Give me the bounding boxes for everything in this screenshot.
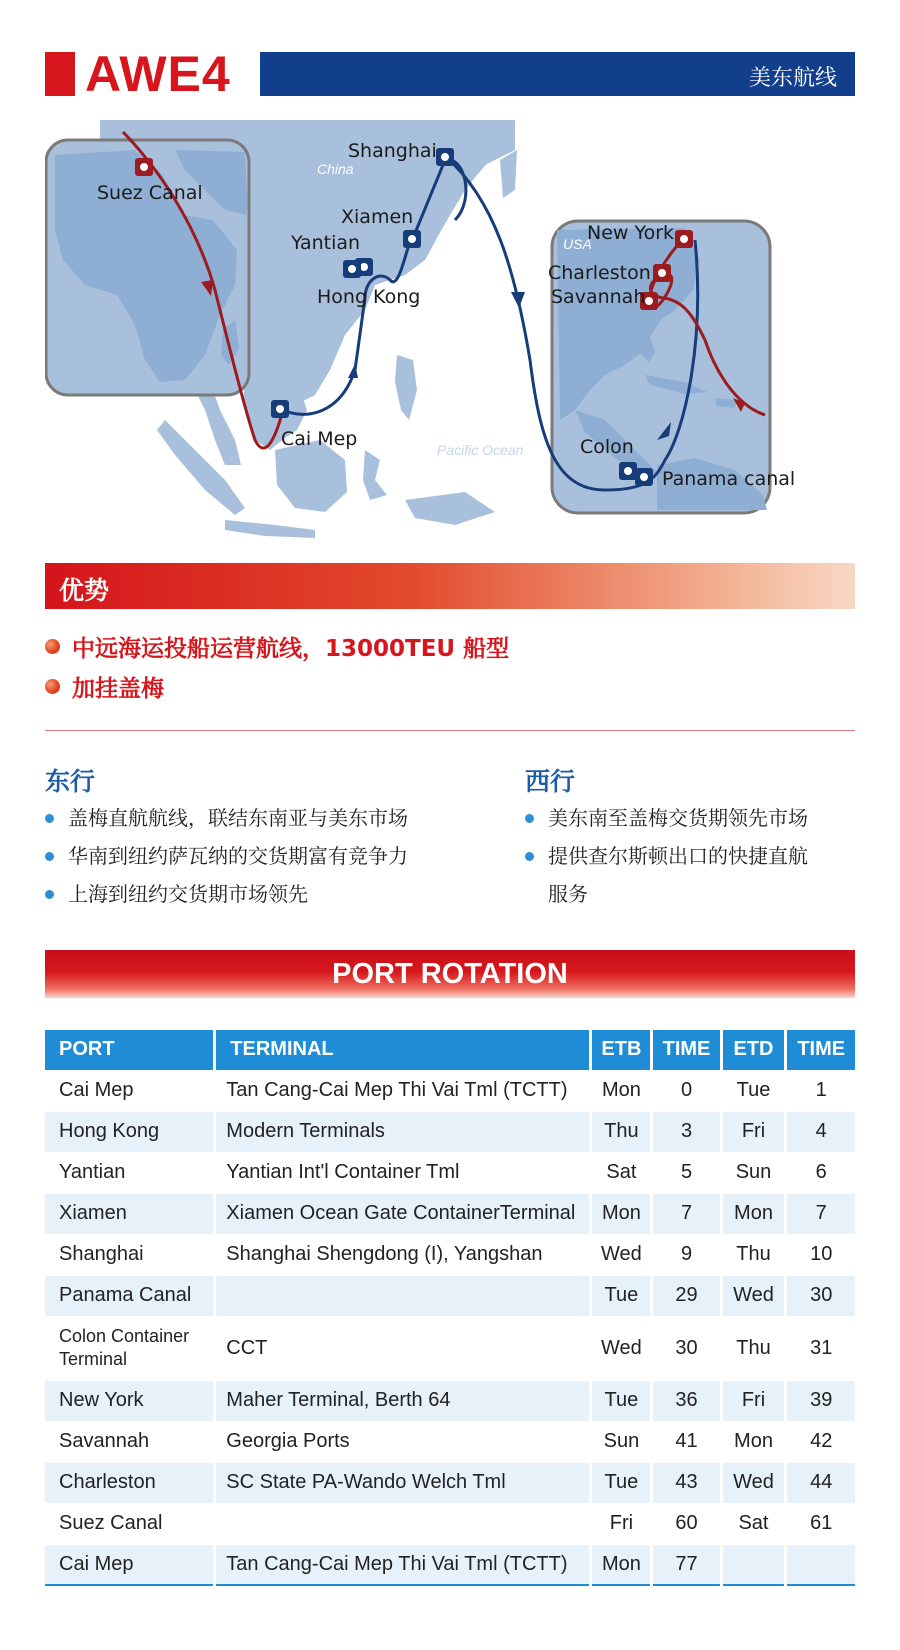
etb-time-cell: 9 [652,1234,721,1275]
etb-time-cell: 41 [652,1421,721,1462]
etb-cell: Mon [591,1193,652,1234]
etd-cell: Wed [721,1462,786,1503]
header-etb: ETB [591,1030,652,1070]
table-row [45,1275,855,1316]
section-divider [45,730,855,731]
etd-time-cell: 39 [786,1380,855,1421]
borneo [275,440,347,512]
terminal-cell: Yantian Int'l Container Tml [215,1152,591,1193]
etb-cell: Fri [591,1503,652,1544]
table-row [45,1111,855,1152]
header-etd-time: TIME [786,1030,855,1070]
map-label-colon: Colon [580,436,634,458]
table-row [45,1462,855,1503]
eastbound-text: 盖梅直航航线，联结东南亚与美东市场 [68,806,408,830]
bullet-dot-icon [525,814,534,823]
port-marker-caimep [271,400,289,418]
terminal-cell: Georgia Ports [215,1421,591,1462]
etd-cell: Fri [721,1111,786,1152]
new-guinea [405,492,495,525]
etd-time-cell: 44 [786,1462,855,1503]
table-row [45,1316,855,1380]
port-rotation-title: PORT ROTATION [332,958,568,990]
advantage-item [45,630,509,663]
etd-cell: Sun [721,1152,786,1193]
advantage-item [45,670,164,703]
philippines [395,355,417,420]
westbound-title: 西行 [525,767,576,796]
port-marker-suez [135,158,153,176]
etb-cell: Sun [591,1421,652,1462]
port-marker-hongkong [343,260,361,278]
port-cell: Panama Canal [45,1275,215,1316]
etb-time-cell: 43 [652,1462,721,1503]
table-row [45,1070,855,1111]
port-cell: Yantian [45,1152,215,1193]
etd-cell: Wed [721,1275,786,1316]
header-red-square [45,52,75,96]
port-marker-panama [635,468,653,486]
service-header [45,46,855,102]
port-cell: Suez Canal [45,1503,215,1544]
bullet-dot-icon [45,679,60,694]
etb-cell: Tue [591,1380,652,1421]
bullet-dot-icon [525,852,534,861]
terminal-cell: CCT [215,1316,591,1380]
terminal-cell: SC State PA-Wando Welch Tml [215,1462,591,1503]
etb-time-cell: 0 [652,1070,721,1111]
arrow-eastbound-2 [511,292,525,308]
route-map [45,120,855,545]
map-label-panama: Panama canal [662,468,796,490]
etd-cell: Thu [721,1316,786,1380]
port-rotation-table [45,1030,855,1586]
westbound-item-continued [548,876,588,912]
etd-cell: Sat [721,1503,786,1544]
eastbound-text: 华南到纽约萨瓦纳的交货期富有竞争力 [68,844,408,868]
map-label-suez: Suez Canal [97,182,203,204]
header-etd: ETD [721,1030,786,1070]
etb-time-cell: 60 [652,1503,721,1544]
terminal-cell: Tan Cang-Cai Mep Thi Vai Tml (TCTT) [215,1544,591,1585]
westbound-item [525,838,808,874]
port-cell: Hong Kong [45,1111,215,1152]
map-label-yantian: Yantian [291,232,361,254]
port-cell: Cai Mep [45,1544,215,1585]
etb-time-cell: 3 [652,1111,721,1152]
etb-time-cell: 36 [652,1380,721,1421]
port-marker-newyork [675,230,693,248]
westbound-text: 服务 [548,882,588,906]
etb-cell: Mon [591,1544,652,1585]
terminal-cell: Maher Terminal, Berth 64 [215,1380,591,1421]
eastbound-text: 上海到纽约交货期市场领先 [68,882,308,906]
eastbound-item [45,800,408,836]
map-label-newyork: New York [587,222,675,244]
etb-cell: Mon [591,1070,652,1111]
etd-time-cell: 31 [786,1316,855,1380]
etd-cell: Mon [721,1421,786,1462]
etd-cell: Mon [721,1193,786,1234]
port-rotation-bar [45,950,855,998]
etd-cell: Fri [721,1380,786,1421]
port-cell: Cai Mep [45,1070,215,1111]
header-terminal: TERMINAL [215,1030,591,1070]
advantage-text: 中远海运投船运营航线，13000TEU 船型 [72,636,510,662]
etb-cell: Tue [591,1462,652,1503]
port-cell: Xiamen [45,1193,215,1234]
bullet-dot-icon [45,814,54,823]
header-port: PORT [45,1030,215,1070]
route-name: 美东航线 [748,66,837,91]
header-etb-time: TIME [652,1030,721,1070]
table-row [45,1380,855,1421]
table-row [45,1544,855,1585]
port-marker-xiamen [403,230,421,248]
terminal-cell: Xiamen Ocean Gate ContainerTerminal [215,1193,591,1234]
westbound-text: 美东南至盖梅交货期领先市场 [548,806,808,830]
etb-cell: Wed [591,1316,652,1380]
bullet-dot-icon [45,639,60,654]
terminal-cell: Shanghai Shengdong (I), Yangshan [215,1234,591,1275]
map-label-caimep: Cai Mep [281,428,358,450]
etd-time-cell: 6 [786,1152,855,1193]
service-code: AWE4 [85,46,231,102]
port-marker-colon [619,462,637,480]
etb-cell: Wed [591,1234,652,1275]
table-row [45,1421,855,1462]
terminal-cell [215,1275,591,1316]
advantage-text: 加挂盖梅 [72,676,164,702]
port-marker-shanghai [436,148,454,166]
map-label-pacific: Pacific Ocean [437,442,524,458]
terminal-cell [215,1503,591,1544]
etb-time-cell: 29 [652,1275,721,1316]
map-label-usa: USA [563,236,592,252]
java [225,520,315,538]
etd-time-cell: 1 [786,1070,855,1111]
etb-time-cell: 5 [652,1152,721,1193]
sulawesi [363,450,387,500]
terminal-cell: Modern Terminals [215,1111,591,1152]
etb-time-cell: 7 [652,1193,721,1234]
etd-time-cell: 4 [786,1111,855,1152]
header-blue-bar [260,52,855,96]
port-cell: Savannah [45,1421,215,1462]
map-label-china: China [317,161,354,177]
map-label-savannah: Savannah [551,286,646,308]
etd-cell: Tue [721,1070,786,1111]
eastbound-item [45,876,308,912]
etd-time-cell: 61 [786,1503,855,1544]
port-cell: Colon Container Terminal [45,1316,215,1380]
etb-time-cell: 77 [652,1544,721,1585]
port-marker-charleston [653,264,671,282]
port-cell: Shanghai [45,1234,215,1275]
map-label-shanghai: Shanghai [348,140,437,162]
etd-time-cell: 42 [786,1421,855,1462]
eastbound-item [45,838,408,874]
etb-time-cell: 30 [652,1316,721,1380]
etb-cell: Thu [591,1111,652,1152]
eastbound-title: 东行 [45,767,96,796]
etb-cell: Tue [591,1275,652,1316]
etd-time-cell: 30 [786,1275,855,1316]
etb-cell: Sat [591,1152,652,1193]
map-label-xiamen: Xiamen [341,206,414,228]
map-label-hongkong: Hong Kong [317,286,421,308]
westbound-text: 提供查尔斯顿出口的快捷直航 [548,844,808,868]
table-row [45,1193,855,1234]
westbound-item [525,800,808,836]
table-row [45,1152,855,1193]
table-row [45,1503,855,1544]
etd-cell: Thu [721,1234,786,1275]
table-row [45,1234,855,1275]
port-cell: Charleston [45,1462,215,1503]
bullet-dot-icon [45,890,54,899]
port-cell: New York [45,1380,215,1421]
advantages-section-bar [45,563,855,609]
etd-time-cell [786,1544,855,1585]
etd-cell [721,1544,786,1585]
advantages-title: 优势 [59,576,110,605]
terminal-cell: Tan Cang-Cai Mep Thi Vai Tml (TCTT) [215,1070,591,1111]
etd-time-cell: 7 [786,1193,855,1234]
map-label-charleston: Charleston [548,262,651,284]
table-header-row [45,1030,855,1070]
bullet-dot-icon [45,852,54,861]
etd-time-cell: 10 [786,1234,855,1275]
